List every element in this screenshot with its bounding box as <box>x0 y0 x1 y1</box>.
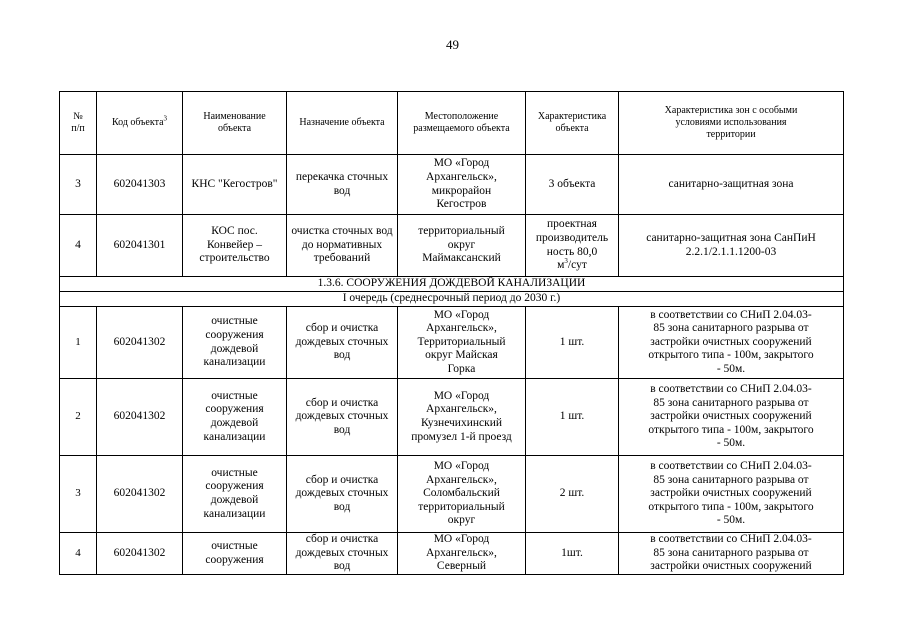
row-name: КНС "Кегостров" <box>183 155 287 215</box>
row-location: МО «Город Архангельск», Соломбальский территориальный округ <box>398 456 526 533</box>
row-name: очистные сооружения дождевой канализации <box>183 379 287 456</box>
row-purpose: сбор и очистка дождевых сточных вод <box>287 533 398 575</box>
row-purpose: перекачка сточных вод <box>287 155 398 215</box>
row-location: территориальный округ Маймаксанский <box>398 215 526 277</box>
header-num-text: № п/п <box>71 110 85 134</box>
row-characteristic: 1 шт. <box>526 307 619 379</box>
row-name: очистные сооружения дождевой канализации <box>183 307 287 379</box>
table-row <box>60 456 844 533</box>
row-characteristic: 2 шт. <box>526 456 619 533</box>
header-name <box>183 92 287 155</box>
row-location: МО «Город Архангельск», Территориальный округ Майская Горка <box>398 307 526 379</box>
stage-title-row <box>60 292 844 307</box>
row-purpose: очистка сточных вод до нормативных требований <box>287 215 398 277</box>
row-zone: санитарно-защитная зона СанПиН 2.2.1/2.1.1.1200-03 <box>619 215 844 277</box>
row-zone: в соответствии со СНиП 2.04.03- 85 зона санитарного разрыва от застройки очистных сооружений открытого типа - 100м, закрытого - 50м. <box>619 307 844 379</box>
row-code: 602041301 <box>97 215 183 277</box>
header-purpose <box>287 92 398 155</box>
header-name-text: Наименование объекта <box>203 110 266 134</box>
table-body <box>60 92 844 575</box>
row-num: 4 <box>60 215 97 277</box>
row-zone: в соответствии со СНиП 2.04.03- 85 зона санитарного разрыва от застройки очистных сооружений открытого типа - 100м, закрытого - 50м. <box>619 456 844 533</box>
header-zones <box>619 92 844 155</box>
row-zone: санитарно-защитная зона <box>619 155 844 215</box>
header-code-text: Код объекта <box>111 116 164 128</box>
row-location: МО «Город Архангельск», Северный <box>398 533 526 575</box>
row-num: 1 <box>60 307 97 379</box>
row-num: 3 <box>60 155 97 215</box>
header-characteristic <box>526 92 619 155</box>
section-title: 1.3.6. СООРУЖЕНИЯ ДОЖДЕВОЙ КАНАЛИЗАЦИИ <box>60 277 844 292</box>
row-characteristic: 1 шт. <box>526 379 619 456</box>
header-characteristic-text: Характеристика объекта <box>537 110 607 134</box>
page-number: 49 <box>446 37 459 52</box>
header-code <box>97 92 183 155</box>
row-location: МО «Город Архангельск», микрорайон Кегостров <box>398 155 526 215</box>
section-title-row <box>60 277 844 292</box>
table-row <box>60 155 844 215</box>
table-row <box>60 307 844 379</box>
header-num <box>60 92 97 155</box>
row-characteristic: 1шт. <box>526 533 619 575</box>
row-zone: в соответствии со СНиП 2.04.03- 85 зона санитарного разрыва от застройки очистных сооружений <box>619 533 844 575</box>
row-code: 602041302 <box>97 533 183 575</box>
row-purpose: сбор и очистка дождевых сточных вод <box>287 307 398 379</box>
row-num: 4 <box>60 533 97 575</box>
row-location: МО «Город Архангельск», Кузнечихинский промузел 1-й проезд <box>398 379 526 456</box>
row-zone: в соответствии со СНиП 2.04.03- 85 зона санитарного разрыва от застройки очистных сооружений открытого типа - 100м, закрытого - 50м. <box>619 379 844 456</box>
header-code-footnote: 3 <box>163 114 168 123</box>
row-code: 602041302 <box>97 307 183 379</box>
stage-title: I очередь (среднесрочный период до 2030 г.) <box>60 292 844 307</box>
header-location <box>398 92 526 155</box>
row-code: 602041302 <box>97 379 183 456</box>
unit-superscript: 3 <box>564 257 568 266</box>
header-purpose-text: Назначение объекта <box>299 116 385 128</box>
row-num: 3 <box>60 456 97 533</box>
row-num: 2 <box>60 379 97 456</box>
row-characteristic: 3 объекта <box>526 155 619 215</box>
row-code: 602041302 <box>97 456 183 533</box>
row-name: КОС пос. Конвейер – строительство <box>183 215 287 277</box>
table-row <box>60 379 844 456</box>
header-location-text: Местоположение размещаемого объекта <box>413 110 510 134</box>
table-header-row <box>60 92 844 155</box>
row-purpose: сбор и очистка дождевых сточных вод <box>287 379 398 456</box>
row-characteristic: проектная производитель ность 80,0 $м^3$/сут <box>526 215 619 277</box>
table-row <box>60 215 844 277</box>
row-code: 602041303 <box>97 155 183 215</box>
header-zones-text: Характеристика зон с особыми условиями использования территории <box>664 104 798 141</box>
objects-table <box>59 91 844 575</box>
row-purpose: сбор и очистка дождевых сточных вод <box>287 456 398 533</box>
table-row <box>60 533 844 575</box>
row-name: очистные сооружения <box>183 533 287 575</box>
row-name: очистные сооружения дождевой канализации <box>183 456 287 533</box>
